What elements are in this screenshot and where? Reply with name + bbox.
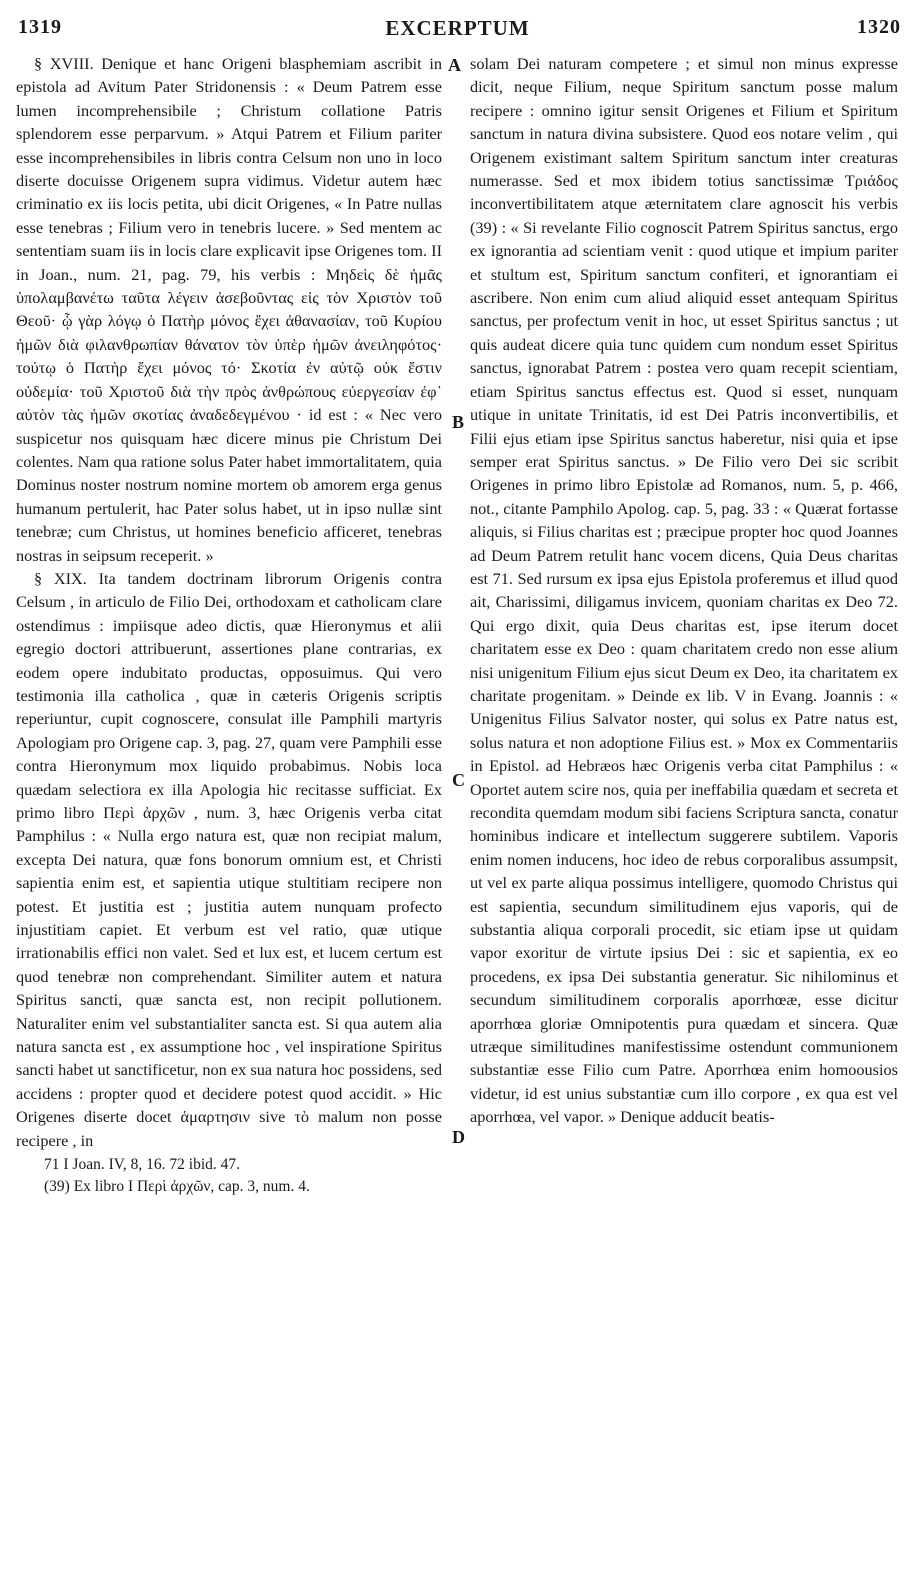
footnote-39: (39) Ex libro I Περὶ ἀρχῶν, cap. 3, num. 4.	[44, 1178, 310, 1196]
left-column	[16, 52, 442, 1198]
paragraph-xix: § XIX. Ita tandem doctrinam librorum Origenis contra Celsum , in articulo de Filio Dei, orthodoxam et catholicam clare ostendimus : impiisque adeo dictis, quæ Hieronymus et alii egregio doctori attribuerunt, assertiones plane contrarias, ex eodem opere indubitato productas, opposuimus. Qui vero testimonia illa catholica , quæ in cæteris Origenis scriptis reperiuntur, cupit cognoscere, consulat ille Pamphili martyris Apologiam pro Origene cap. 3, pag. 27, quam vere Pamphili esse contra Hieronymum mox liquido probabimus. Nobis loca quædam selectiora ex illa Apologia hic recitasse sufficiat. Ex primo libro Περὶ ἀρχῶν , num. 3, hæc Origenis verba citat Pamphilus : « Nulla ergo natura est, quæ non recipiat malum, excepta Dei natura, quæ fons bonorum omnium est, et Christi sapientia enim est, et sapientia utique stultitiam recipere non potest. Et justitia est ; justitia autem nunquam profecto injustitiam capiet. Et verbum est vel ratio, quæ utique irrationabilis effici non valet. Sed et lux est, et lucem certum est quod tenebræ non comprehendant. Similiter autem et natura Spiritus sancti, quæ sancta est, non recipit pollutionem. Naturaliter enim vel substantialiter sancta est. Si qua autem alia natura sancta est , ex assumptione hoc , vel inspiratione Spiritus sancti habet ut sanctificetur, non ex sua natura hoc possidens, sed accidens : propter quod et decidere potest quod accidit. » Hic Origenes diserte docet ἁμαρτησιν sive τὸ malum non posse recipere , in	[16, 568, 442, 1150]
paragraph-continuation: solam Dei naturam competere ; et simul non minus expresse dicit, neque Filium, neque Spiritum sanctum posse malum recipere : omnino igitur sensit Origenes et Filium et Spiritum sanctum in natura divina subsistere. Quod eos notare velim , qui Origenem existimant saltem Spiritum sanctum inter creaturas numerasse. Sed et mox ibidem totius sanctissimæ Τριάδος inconvertibilitatem atque æternitatem clare agnoscit his verbis (39) : « Si revelante Filio cognoscit Patrem Spiritus sanctus, ergo ex ignorantia ad scientiam venit : quod utique et impium pariter et stultum est, Spiritum sanctum confiteri, et ignorantiam ei ascribere. Non enim cum aliud aliquid esset antequam Spiritus sanctus, per profectum venit in hoc, ut esset Spiritus sanctus ; ut quis audeat dicere quia tunc quidem cum nondum esset Spiritus sanctus, ignorabat Patrem : postea vero quam recepit scientiam, etiam Spiritus sanctus effectus est. Quod si esset, nunquam utique in unitate Trinitatis, id est Dei Patris inconvertibilis, et Filii ejus etiam ipse Spiritus sanctus haberetur, nisi quia et ipse semper erat Spiritus sanctus. » De Filio vero Dei sic scribit Origenes in primo libro Epistolæ ad Romanos, num. 5, p. 466, not., citante Pamphilo Apolog. cap. 5, pag. 33 : « Quærat fortasse aliquis, si Filius charitas est ; præcipue propter hoc quod Joannes ad Deum Patrem retulit hanc vocem dicens, Quia Deus charitas est 71. Sed rursum ex ipsa ejus Epistola proferemus et illud quod ait, Charissimi, diligamus invicem, quoniam charitas ex Deo 72. Qui ergo dixit, quia Deus charitas est, ipse iterum docet charitatem esse ex Deo : quam charitatem credo non esse alium nisi unigenitum Filium ejus sicut Deum ex Deo, ita charitatem ex charitate progenitam. » Deinde ex lib. V in Evang. Joannis : « Unigenitus Filius Salvator noster, qui solus ex Patre natus est, solus natura et non adoptione Filius est. » Mox ex Commentariis in Epistol. ad Hebræos hæc Origenis verba citat Pamphilus : « Oportet autem scire nos, quia per ineffabilia quædam et secreta et recondita quemdam modum sibi faciens Scriptura sancta, conatur hominibus indicare et intellectum suggerere subtilem. Vaporis enim nomen inducens, hoc ideo de rebus corporalibus assumpsit, ut vel ex parte aliqua possimus intelligere, quomodo Christus qui est sapientia, secundum similitudinem ejus vaporis, qui de substantia aliqua corporali procedit, sic etiam ipse ut quidam vapor exoritur de virtute ipsius Dei : sic et sapientia, ex eo procedens, ex ipsa Dei substantia generatur. Sic nihilominus et secundum similitudinem corporalis aporrhœæ, esse dicitur aporrhœa gloriæ Omnipotentis pura quædam et sincera. Quæ utræque similitudines manifestissime ostendunt communionem substantiæ esse Filio cum Patre. Aporrhœa enim homoousios videtur, id est unius substantiæ cum illo corpore , ex qua est vel aporrhœa, vel vapor. » Denique adducit beatis-	[470, 54, 898, 1127]
right-page-number: 1320	[857, 16, 901, 38]
left-page-number: 1319	[18, 16, 62, 38]
right-column	[470, 52, 898, 1129]
page-header	[0, 16, 915, 42]
section-marker-b: B	[452, 412, 465, 432]
footnote-references: 71 I Joan. IV, 8, 16. 72 ibid. 47.	[44, 1156, 241, 1174]
paragraph-xviii: § XVIII. Denique et hanc Origeni blasphemiam ascribit in epistola ad Avitum Pater Stridonensis : « Deum Patrem esse lumen incomprehensibile ; Christum collatione Patris splendorem esse perparvum. » Atqui Patrem et Filium pariter esse incomprehensibiles in libris contra Celsum non uno in loco diserte docuisse Origenem supra vidimus. Videtur autem hæc criminatio ex iis locis petita, ubi dicit Origenes, « In Patre nullas esse tenebras ; Filium vero in tenebris lucere. » Sed mentem ac sententiam suam iis in locis clare explicavit ipse Origenes tom. II in Joan., num. 21, pag. 79, his verbis : Μηδεὶς δὲ ἡμᾶς ὑπολαμβανέτω ταῦτα λέγειν ἀσεβοῦντας εἰς τὸν Χριστὸν τοῦ Θεοῦ· ᾧ γὰρ λόγῳ ὁ Πατὴρ μόνος ἔχει ἀθανασίαν, τοῦ Κυρίου ἡμῶν διὰ φιλανθρωπίαν θάνατον τὸν ὑπὲρ ἡμῶν ἀνειληφότος· τούτῳ ὁ Πατὴρ ἔχει μόνος τό· Σκοτία ἐν αὐτῷ οὐκ ἔστιν οὐδεμία· τοῦ Χριστοῦ διὰ τὴν πρὸς ἀνθρώπους εὐεργεσίαν ἐφ᾽ αὐτὸν τὰς ἡμῶν σκοτίας ἀναδεδεγμένου · id est : « Nec vero suspicetur nos quisquam hæc dicere minus pie Christum Dei colentes. Nam qua ratione solus Pater habet immortalitatem, quia Dominus noster nostrum nomine mortem ob amorem erga genus humanum pertulerit, hac Pater solus habet, ut in ipso nullæ sint tenebræ; cum Christus, ut homines beneficio afficeret, tenebras nostras in seipsum receperit. »	[16, 54, 442, 565]
section-marker-d: D	[452, 1127, 465, 1147]
section-marker-a: A	[448, 55, 461, 75]
section-marker-c: C	[452, 770, 465, 790]
running-title: EXCERPTUM	[385, 16, 530, 40]
